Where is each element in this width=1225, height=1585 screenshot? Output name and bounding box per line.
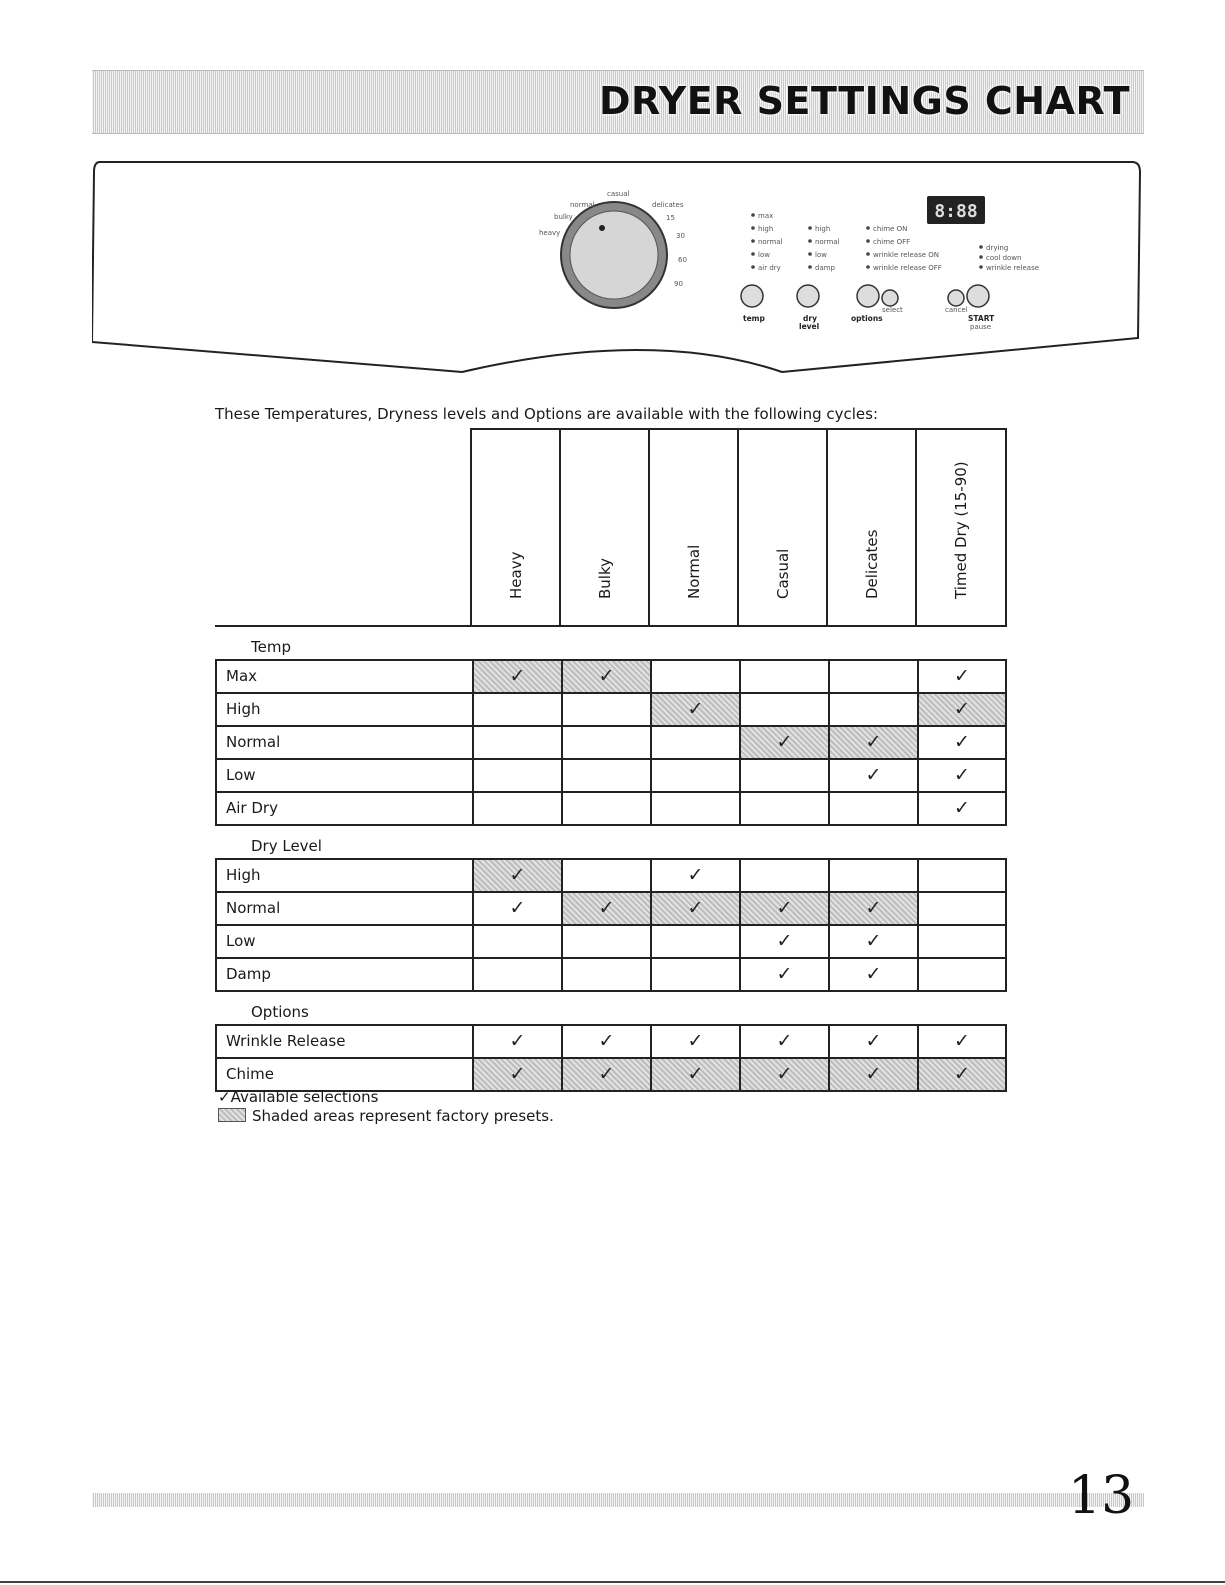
shaded-swatch [218, 1108, 246, 1122]
table-row [215, 926, 1007, 959]
empty-cell [650, 727, 739, 758]
svg-text:wrinkle release OFF: wrinkle release OFF [873, 264, 942, 272]
svg-text:pause: pause [970, 323, 992, 331]
column-normal: Normal [648, 428, 737, 625]
row-label: Chime [226, 1065, 274, 1083]
digital-display [927, 196, 985, 224]
column-heavy: Heavy [470, 428, 559, 625]
checkmark-cell: ✓ [828, 959, 917, 990]
empty-cell [650, 661, 739, 692]
row-label: Low [226, 932, 256, 950]
empty-cell [917, 860, 1005, 891]
svg-text:chime ON: chime ON [873, 225, 908, 233]
row-label: High [226, 700, 261, 718]
svg-text:8:88: 8:88 [934, 201, 978, 222]
svg-text:normal: normal [570, 201, 595, 209]
checkmark-cell: ✓ [828, 727, 917, 758]
control-panel-illustration [92, 158, 1144, 388]
row-label: Normal [226, 899, 281, 917]
svg-text:casual: casual [607, 190, 630, 198]
empty-cell [472, 959, 561, 990]
svg-text:delicates: delicates [652, 201, 684, 209]
checkmark-cell: ✓ [472, 860, 561, 891]
checkmark-cell: ✓ [828, 1026, 917, 1057]
svg-text:options: options [851, 314, 883, 323]
svg-text:heavy: heavy [539, 229, 561, 237]
checkmark-cell: ✓ [917, 760, 1005, 791]
empty-cell [561, 959, 650, 990]
column-casual: Casual [737, 428, 826, 625]
empty-cell [472, 727, 561, 758]
svg-text:low: low [758, 251, 770, 259]
empty-cell [739, 760, 828, 791]
checkmark-cell: ✓ [650, 694, 739, 725]
empty-cell [650, 793, 739, 824]
empty-cell [472, 793, 561, 824]
svg-text:bulky: bulky [554, 213, 573, 221]
svg-text:damp: damp [815, 264, 835, 272]
column-header-row [215, 428, 1007, 627]
svg-text:normal: normal [758, 238, 783, 246]
legend-shaded: Shaded areas represent factory presets. [218, 1107, 554, 1125]
empty-cell [917, 959, 1005, 990]
row-label: Low [226, 766, 256, 784]
checkmark-cell: ✓ [472, 1026, 561, 1057]
svg-text:cancel: cancel [945, 306, 968, 314]
column-delicates: Delicates [826, 428, 915, 625]
checkmark-cell: ✓ [739, 959, 828, 990]
table-row [215, 659, 1007, 694]
svg-text:select: select [882, 306, 903, 314]
row-label: Max [226, 667, 258, 685]
checkmark-cell: ✓ [472, 661, 561, 692]
checkmark-cell: ✓ [650, 893, 739, 924]
checkmark-cell: ✓ [917, 727, 1005, 758]
empty-cell [828, 860, 917, 891]
checkmark-cell: ✓ [739, 727, 828, 758]
page-title: DRYER SETTINGS CHART [598, 79, 1130, 123]
checkmark-cell: ✓ [739, 893, 828, 924]
empty-cell [739, 860, 828, 891]
settings-chart [215, 428, 1007, 1092]
svg-text:30: 30 [676, 232, 685, 240]
svg-text:START: START [968, 314, 995, 323]
section-label-options: Options [251, 1003, 309, 1021]
empty-cell [472, 926, 561, 957]
section-label-dry-level: Dry Level [251, 837, 322, 855]
empty-cell [472, 760, 561, 791]
empty-cell [917, 893, 1005, 924]
header-banner [92, 70, 1144, 134]
checkmark-cell: ✓ [561, 893, 650, 924]
empty-cell [828, 793, 917, 824]
empty-cell [739, 793, 828, 824]
table-row [215, 959, 1007, 992]
checkmark-cell: ✓ [828, 893, 917, 924]
checkmark-cell: ✓ [739, 1059, 828, 1090]
checkmark-cell: ✓ [561, 1059, 650, 1090]
checkmark-cell: ✓ [561, 1026, 650, 1057]
row-label: Wrinkle Release [226, 1032, 346, 1050]
table-row [215, 793, 1007, 826]
svg-text:chime OFF: chime OFF [873, 238, 911, 246]
svg-text:air dry: air dry [758, 264, 781, 272]
bottom-rule [0, 1581, 1225, 1583]
checkmark-cell: ✓ [917, 793, 1005, 824]
checkmark-cell: ✓ [472, 1059, 561, 1090]
footer-bar [92, 1493, 1144, 1507]
checkmark-cell: ✓ [917, 694, 1005, 725]
section-label-temp: Temp [251, 638, 291, 656]
svg-text:max: max [758, 212, 774, 220]
empty-cell [561, 727, 650, 758]
checkmark-cell: ✓ [650, 860, 739, 891]
page-number: 13 [1068, 1466, 1135, 1526]
row-label: High [226, 866, 261, 884]
empty-cell [650, 959, 739, 990]
svg-text:temp: temp [743, 314, 765, 323]
table-row [215, 727, 1007, 760]
table-row [215, 694, 1007, 727]
svg-text:60: 60 [678, 256, 687, 264]
empty-cell [561, 860, 650, 891]
svg-text:cool down: cool down [986, 254, 1022, 262]
svg-text:low: low [815, 251, 827, 259]
checkmark-cell: ✓ [917, 661, 1005, 692]
empty-cell [561, 760, 650, 791]
svg-text:90: 90 [674, 280, 683, 288]
row-label: Normal [226, 733, 281, 751]
checkmark-cell: ✓ [828, 760, 917, 791]
checkmark-cell: ✓ [739, 1026, 828, 1057]
table-row [215, 858, 1007, 893]
row-label: Air Dry [226, 799, 278, 817]
chart-sections [215, 627, 1007, 1092]
empty-cell [650, 926, 739, 957]
empty-cell [739, 661, 828, 692]
empty-cell [561, 694, 650, 725]
empty-cell [650, 760, 739, 791]
cycle-dial[interactable] [561, 202, 667, 308]
column-timed-dry: Timed Dry (15-90) [915, 428, 1007, 625]
svg-text:high: high [758, 225, 774, 233]
checkmark-cell: ✓ [739, 926, 828, 957]
legend-available: ✓Available selections [218, 1088, 379, 1106]
checkmark-cell: ✓ [917, 1059, 1005, 1090]
svg-text:wrinkle release ON: wrinkle release ON [873, 251, 940, 259]
svg-text:high: high [815, 225, 831, 233]
empty-cell [917, 926, 1005, 957]
svg-text:level: level [799, 322, 820, 331]
svg-text:normal: normal [815, 238, 840, 246]
checkmark-cell: ✓ [561, 661, 650, 692]
column-bulky: Bulky [559, 428, 648, 625]
table-row [215, 893, 1007, 926]
empty-cell [561, 793, 650, 824]
checkmark-cell: ✓ [828, 1059, 917, 1090]
checkmark-cell: ✓ [650, 1059, 739, 1090]
checkmark-cell: ✓ [650, 1026, 739, 1057]
svg-text:drying: drying [986, 244, 1009, 252]
checkmark-cell: ✓ [472, 893, 561, 924]
chart-intro: These Temperatures, Dryness levels and Options are available with the following cycles: [215, 405, 879, 423]
table-row [215, 760, 1007, 793]
empty-cell [828, 694, 917, 725]
svg-text:15: 15 [666, 214, 675, 222]
empty-cell [828, 661, 917, 692]
checkmark-cell: ✓ [828, 926, 917, 957]
svg-text:wrinkle release: wrinkle release [986, 264, 1040, 272]
empty-cell [561, 926, 650, 957]
empty-cell [472, 694, 561, 725]
empty-cell [739, 694, 828, 725]
row-label: Damp [226, 965, 271, 983]
checkmark-cell: ✓ [917, 1026, 1005, 1057]
table-row [215, 1024, 1007, 1059]
svg-text:dry: dry [803, 314, 817, 323]
